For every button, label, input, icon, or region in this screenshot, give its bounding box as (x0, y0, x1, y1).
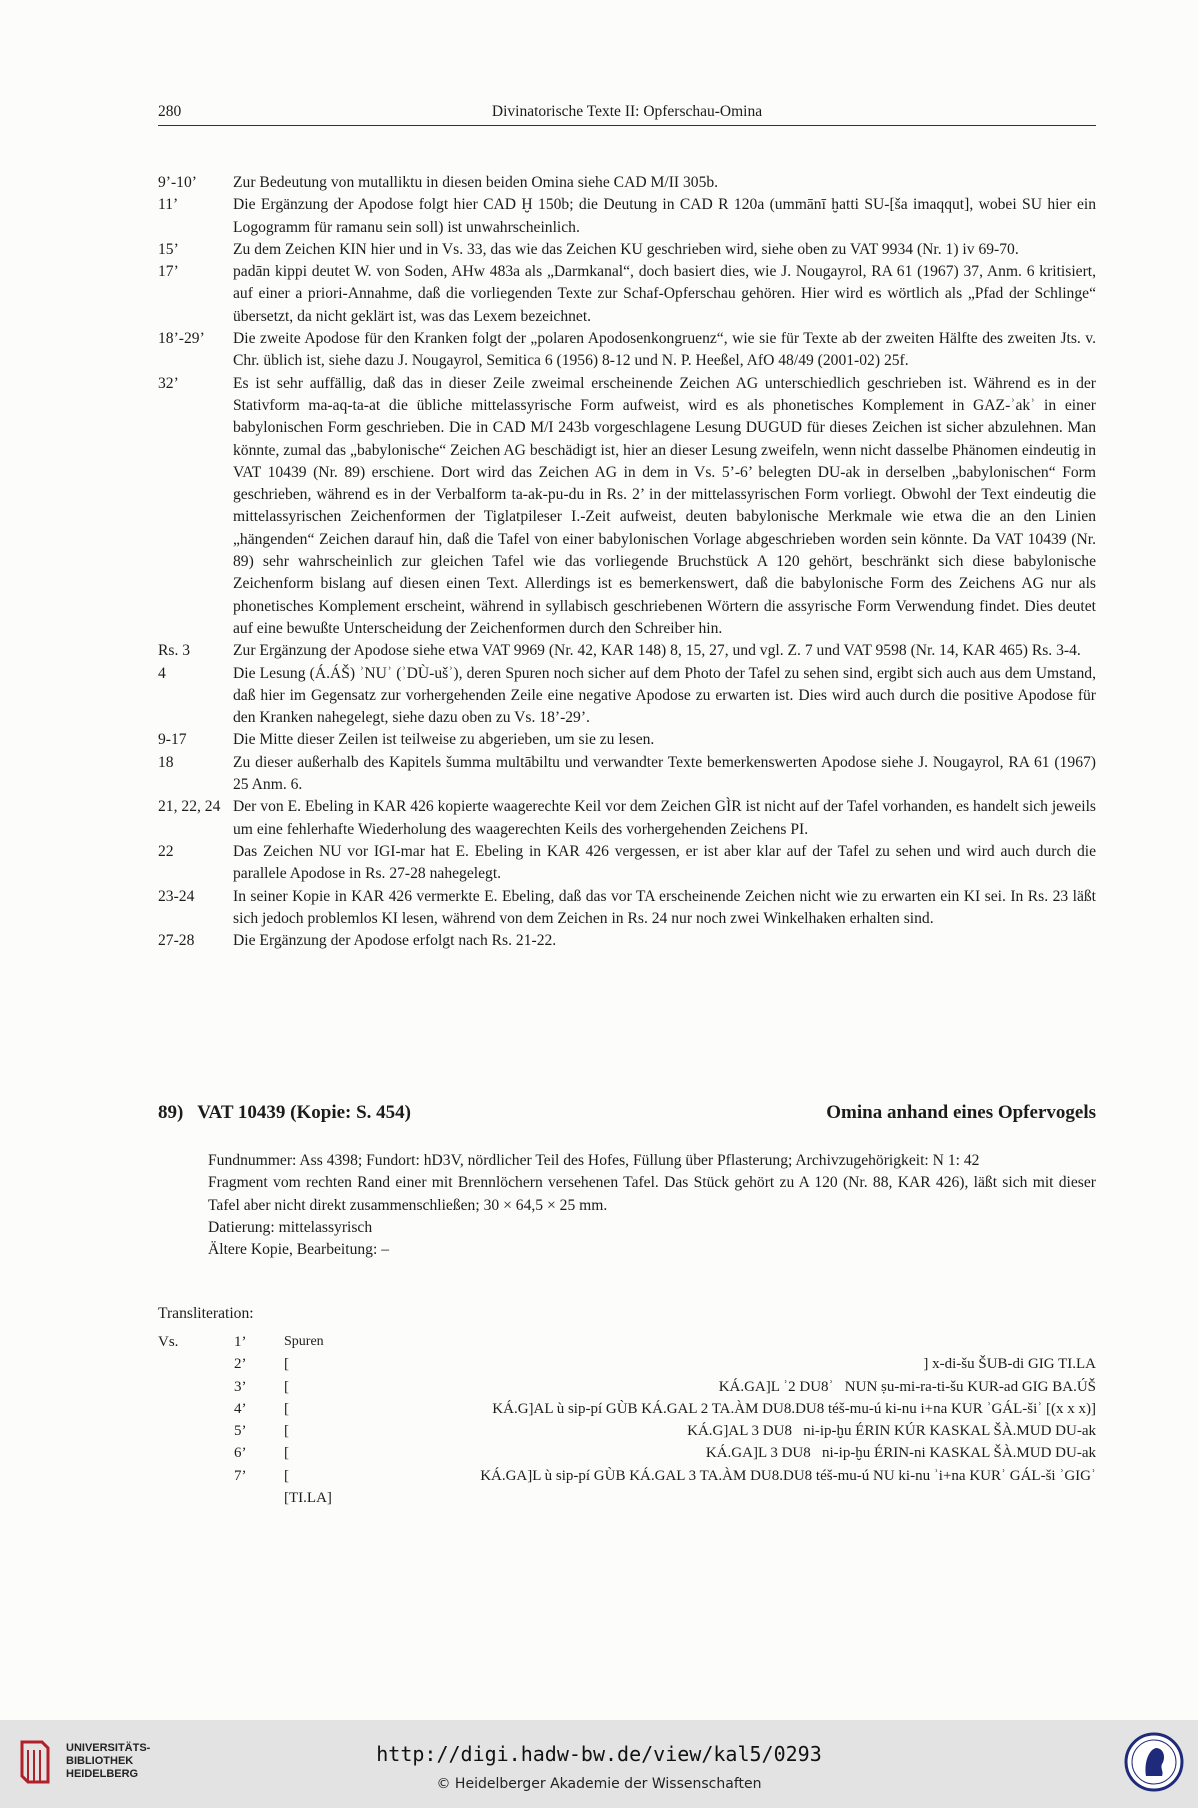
line-number: 7’ (234, 1467, 247, 1484)
note-text: Zur Bedeutung von mutalliktu in diesen beiden Omina siehe CAD M/II 305b. (233, 174, 719, 191)
commentary-note (158, 752, 1096, 797)
line-text: KÁ.GA]L 3 DU8 ni-ip-ḫu ÉRIN-ni KASKAL ŠÀ.MUD DU-ak (705, 1445, 1096, 1462)
commentary-note (158, 886, 1096, 931)
transliteration-line (158, 1468, 1096, 1490)
note-line-ref: 21, 22, 24 (158, 798, 221, 816)
commentary-note (158, 796, 1096, 841)
commentary-note (158, 261, 1096, 328)
line-number: 2’ (234, 1356, 247, 1373)
note-text: Das Zeichen NU vor IGI-mar hat E. Ebeling in KAR 426 vergessen, er ist aber klar auf der Tafel zu sehen und wird auch durch die parallele Apodose in Rs. 27-28 nahegelegt. (233, 842, 1096, 883)
transliteration-line (158, 1423, 1096, 1445)
note-text: Die Lesung (Á.ÁŠ) ʾNUʾ (ʾDÙ-ušʾ), deren Spuren noch sicher auf dem Photo der Tafel zu sehen sind, ergibt sich auch aus dem Umstand, daß hier im Gegensatz zur vorhergehenden Zeile eine negative Apodose zu erwarten ist. Dies wird auch durch die positive Apodose für den Kranken nahegelegt, siehe dazu oben zu Vs. 18’-29’. (233, 664, 1096, 727)
note-line-ref: 22 (158, 842, 174, 860)
line-opening: [ (284, 1400, 289, 1417)
note-text: Die Ergänzung der Apodose folgt hier CAD Ḫ 150b; die Deutung in CAD R 120a (ummānī ḫatti SU-[ša imaqqut], wobei SU hier ein Logogramm für ramanu sein soll) ist unwahrscheinlich. (233, 196, 1096, 236)
note-line-ref: 4 (158, 664, 166, 682)
meta-fundnummer: Fundnummer: Ass 4398; Fundort: hD3V, nördlicher Teil des Hofes, Füllung über Pflasterung; Archivzugehörigkeit: N 1: 42 (208, 1152, 980, 1169)
transliteration-line (158, 1379, 1096, 1401)
commentary-notes (158, 172, 1096, 952)
note-text: Es ist sehr auffällig, daß das in dieser Zeile zweimal erscheinende Zeichen AG unterschiedlich geschrieben ist. Während es in der Stativform ma-aq-ta-at die übliche mittelassyrische Form aufweist, wird es als phonetisches Komplement in GAZ-ʾakʾ in einer babylonischen Form geschrieben. Die in CAD M/I 243b vorgeschlagene Lesung DUGUD für dieses Zeichen ist sicher abzulehnen. Man könnte, zumal das „babylonische“ Zeichen AG beschädigt ist, hier an dieser Lesung zweifeln, wenn nicht dasselbe Phänomen eindeutig in VAT 10439 (Nr. 89) erschiene. Dort wird das Zeichen AG in dem in Vs. 5’-6’ belegten DU-ak in derselben „babylonischen“ Form geschrieben, während es in der Verbalform ta-ak-pu-du in Rs. 2’ in der mittelassyrischen Form vorliegt. Obwohl der Text eindeutig die mittelassyrischen Zeichenformen der Tiglatpileser I.-Zeit aufweist, deuten babylonische Merkmale wie etwa die an den Linien „hängenden“ Zeichen darauf hin, daß die Tafel von einer babylonischen Vorlage abgeschrieben worden sein könnte. Da VAT 10439 (Nr. 89) sehr wahrscheinlich zur gleichen Tafel wie das vorliegende Bruchstück A 120 gehört, beschränkt sich diese babylonische Zeichenform bislang auf diesen einen Text. Allerdings ist es bemerkenswert, daß die babylonische Form des Zeichens AG nur als phonetisches Komplement erscheint, während in syllabisch geschriebenen Wörtern die assyrische Form Verwendung findet. Dies deutet auf eine bewußte Unterscheidung der Zeichenformen durch den Schreiber hin. (233, 374, 1096, 637)
transliteration-block (158, 1334, 1096, 1512)
line-opening: [ (284, 1378, 289, 1395)
commentary-note (158, 640, 1096, 662)
commentary-note (158, 841, 1096, 886)
line-number: 3’ (234, 1378, 247, 1395)
note-line-ref: 18’-29’ (158, 330, 205, 348)
transliteration-line (158, 1334, 1096, 1356)
obverse-label: Vs. (158, 1334, 179, 1350)
note-line-ref: 15’ (158, 240, 179, 258)
meta-dating: Datierung: mittelassyrisch (208, 1218, 373, 1236)
running-header (158, 103, 1096, 126)
note-text: Die Ergänzung der Apodose erfolgt nach Rs. 21-22. (233, 932, 557, 950)
commentary-note (158, 328, 1096, 373)
commentary-note (158, 373, 1096, 641)
page-number: 280 (158, 103, 182, 120)
line-opening: Spuren (284, 1334, 324, 1349)
meta-older-copy: Ältere Kopie, Bearbeitung: – (208, 1241, 390, 1259)
transliteration-line (158, 1356, 1096, 1378)
line-opening: [ (284, 1467, 289, 1484)
note-text: Der von E. Ebeling in KAR 426 kopierte waagerechte Keil vor dem Zeichen GÌR ist nicht auf der Tafel vorhanden, es handelt sich jeweils um eine fehlerhafte Wiederholung des waagerechten Keils des vorhergehenden Zeichens PI. (233, 798, 1096, 838)
commentary-note (158, 663, 1096, 730)
transliteration-heading: Transliteration: (158, 1305, 254, 1322)
meta-description: Fragment vom rechten Rand einer mit Brennlöchern versehenen Tafel. Das Stück gehört zu A 120 (Nr. 88, KAR 426), läßt sich mit dieser Tafel aber nicht direkt zusammenschließen; 30 × 64,5 × 25 mm. (208, 1174, 1096, 1214)
note-text: Zu dieser außerhalb des Kapitels šumma multābiltu und verwandter Texte bemerkenswerten Apodose siehe J. Nougayrol, RA 61 (1967) 25 Anm. 6. (233, 753, 1096, 794)
note-text: padān kippi deutet W. von Soden, AHw 483a als „Darmkanal“, doch basiert dies, wie J. Nougayrol, RA 61 (1967) 37, Anm. 6 kritisiert, auf einer a priori-Annahme, daß die vorliegenden Texte zur Schaf-Opferschau gehören. Hier wird es wörtlich als „Pfad der Schlinge“ übersetzt, da nicht geklärt ist, was das Lexem bezeichnet. (233, 263, 1096, 325)
note-line-ref: 9-17 (158, 731, 187, 749)
line-number: 1’ (234, 1334, 247, 1350)
transliteration-line (158, 1445, 1096, 1467)
commentary-note (158, 729, 1096, 751)
commentary-note (158, 930, 1096, 952)
note-line-ref: 27-28 (158, 932, 195, 950)
note-text: Die zweite Apodose für den Kranken folgt der „polaren Apodosenkongruenz“, wie sie für Texte ab der zweiten Hälfte des zweiten Jts. v. Chr. üblich ist, siehe dazu J. Nougayrol, Semitica 6 (1956) 8-12 und N. P. Heeßel, AfO 48/49 (2001-02) 25f. (233, 330, 1096, 370)
note-line-ref: 17’ (158, 263, 179, 281)
line-text: KÁ.GA]L ʾ2 DU8ʾ NUN ṣu-mi-ra-ti-šu KUR-ad GIG BA.ÚŠ (718, 1378, 1096, 1395)
entry-metadata (208, 1150, 1096, 1261)
commentary-note (158, 194, 1096, 239)
academy-seal-icon[interactable] (1124, 1732, 1184, 1792)
note-line-ref: 32’ (158, 374, 179, 392)
line-text: KÁ.GA]L ù sip-pí GÙB KÁ.GAL 3 TA.ÀM DU8.DU8 téš-mu-ú NU ki-nu ʾi+na KURʾ GÁL-ši ʾGIGʾ (480, 1467, 1096, 1484)
line-opening: [ (284, 1423, 289, 1440)
note-text: Zur Ergänzung der Apodose siehe etwa VAT 9969 (Nr. 42, KAR 148) 8, 15, 27, und vgl. Z. 7 und VAT 9598 (Nr. 14, KAR 465) Rs. 3-4. (233, 642, 1081, 660)
commentary-note (158, 239, 1096, 261)
line-text: KÁ.G]AL ù sip-pí GÙB KÁ.GAL 2 TA.ÀM DU8.DU8 téš-mu-ú ki-nu i+na KUR ʾGÁL-šiʾ [(x x x)] (492, 1400, 1096, 1417)
commentary-note (158, 172, 1096, 194)
footer-bar (0, 1720, 1198, 1808)
footer-url-link[interactable]: http://digi.hadw-bw.de/view/kal5/0293 (376, 1742, 822, 1766)
entry-number-title: 89) VAT 10439 (Kopie: S. 454) (158, 1102, 412, 1123)
note-line-ref: Rs. 3 (158, 642, 191, 660)
line-number: 4’ (234, 1400, 247, 1417)
footer-copyright: © Heidelberger Akademie der Wissenschaften (436, 1776, 762, 1792)
line-text: KÁ.G]AL 3 DU8 ni-ip-ḫu ÉRIN KÚR KASKAL ŠÀ.MUD DU-ak (687, 1423, 1096, 1440)
line-opening: [TI.LA] (284, 1490, 332, 1507)
entry-subject: Omina anhand eines Opfervogels (826, 1102, 1096, 1123)
library-name: UNIVERSITÄTS- BIBLIOTHEK HEIDELBERG (66, 1742, 151, 1780)
note-line-ref: 11’ (158, 196, 179, 214)
transliteration-line (158, 1401, 1096, 1423)
note-line-ref: 18 (158, 753, 174, 771)
note-line-ref: 9’-10’ (158, 174, 197, 191)
line-number: 5’ (234, 1423, 247, 1440)
line-opening: [ (284, 1445, 289, 1462)
line-text: ] x-di-šu ŠUB-di GIG TI.LA (923, 1356, 1096, 1373)
note-line-ref: 23-24 (158, 887, 195, 905)
line-number: 6’ (234, 1445, 247, 1462)
note-text: In seiner Kopie in KAR 426 vermerkte E. Ebeling, daß das vor TA erscheinende Zeichen nicht wie zu erwarten ein KI sei. In Rs. 23 läßt sich jedoch problemlos KI lesen, während von dem Zeichen in Rs. 24 nur noch zwei Winkelhaken erhalten sind. (233, 887, 1096, 927)
running-title: Divinatorische Texte II: Opferschau-Omina (491, 103, 763, 120)
transliteration-line (158, 1490, 1096, 1512)
note-text: Die Mitte dieser Zeilen ist teilweise zu abgerieben, um sie zu lesen. (233, 731, 655, 749)
line-opening: [ (284, 1356, 289, 1373)
note-text: Zu dem Zeichen KIN hier und in Vs. 33, das wie das Zeichen KU geschrieben wird, siehe oben zu VAT 9934 (Nr. 1) iv 69-70. (233, 240, 1019, 258)
